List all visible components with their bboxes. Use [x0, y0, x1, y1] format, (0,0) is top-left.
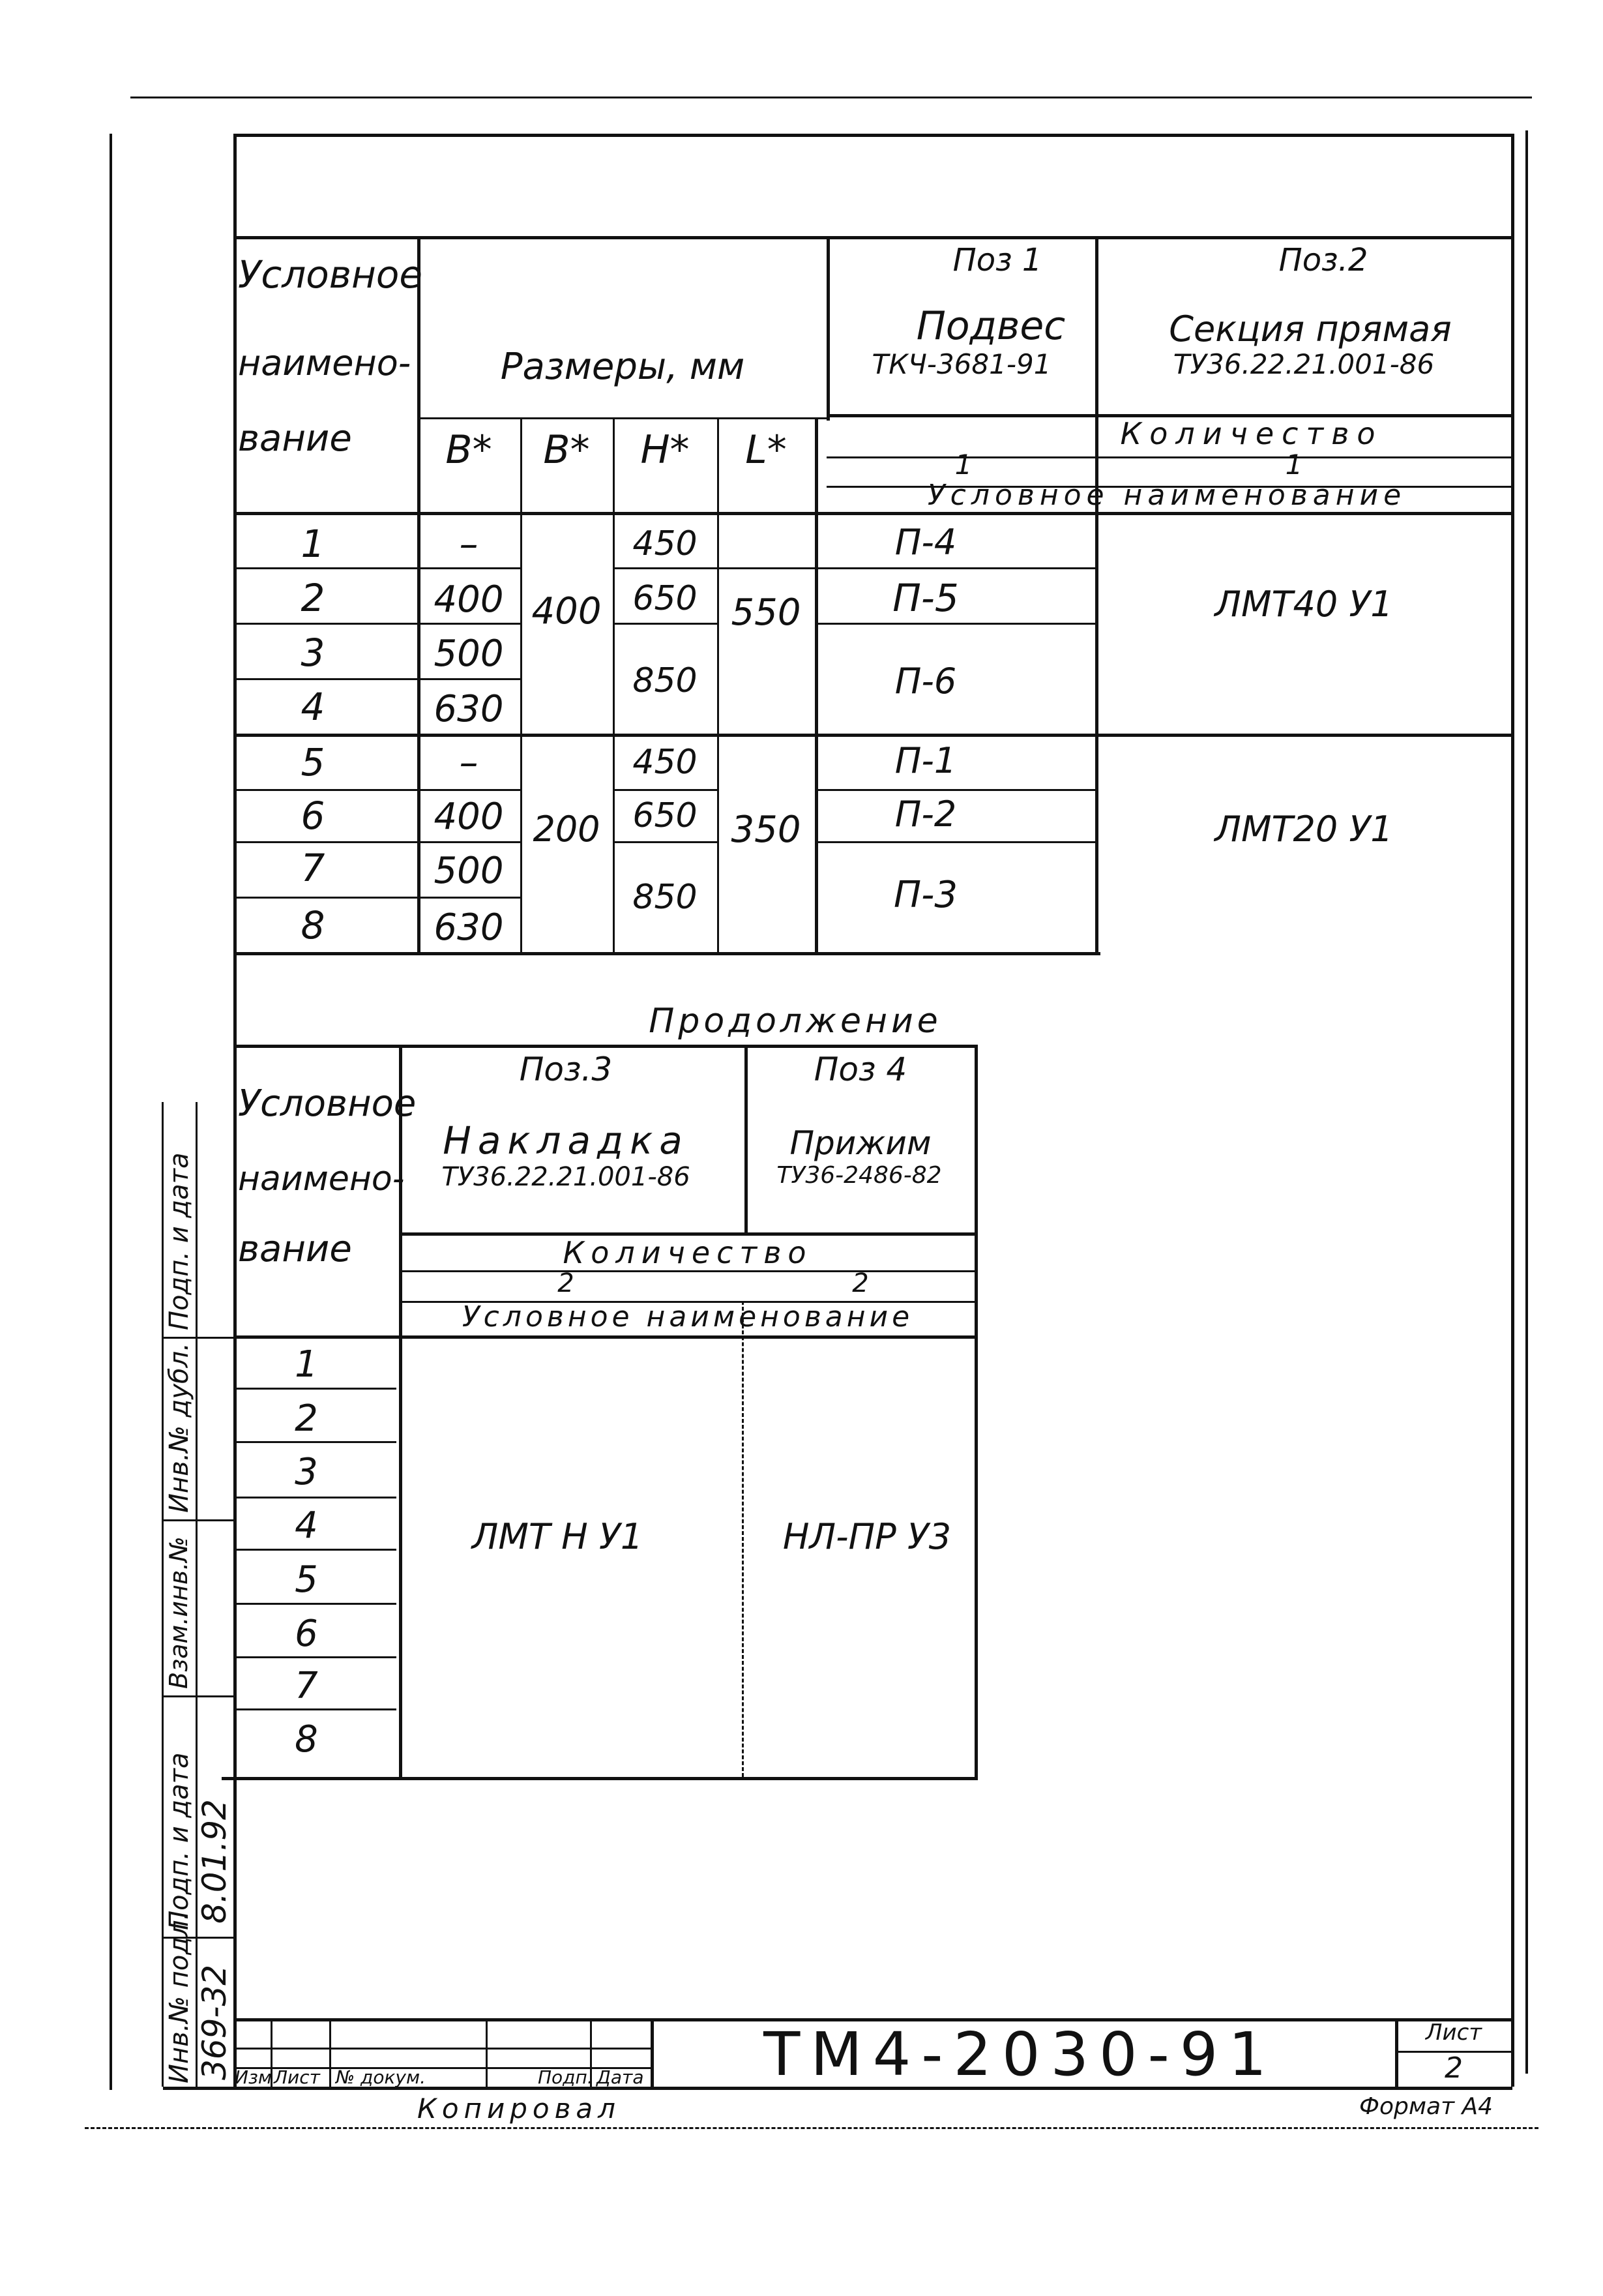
side-line [162, 1102, 164, 2087]
t1-line [613, 417, 615, 952]
t1-pos1-spec: ТКЧ-3681-91 [872, 348, 1052, 380]
t2-row-num: 8 [295, 1718, 318, 1761]
t1-b2-group1: 400 [531, 590, 602, 633]
t1-dims-header: Размеры, мм [500, 346, 745, 388]
t2-line [233, 1045, 977, 1048]
side-date: 8.01.92 [196, 1799, 233, 1924]
t1-h: 650 [632, 579, 698, 618]
t2-name-header-1: Условное [238, 1082, 417, 1125]
t1-row-num: 2 [301, 576, 325, 620]
t1-pos2-name-group2: ЛМТ20 У1 [1214, 809, 1393, 850]
t1-row-num: 1 [301, 522, 325, 566]
t1-line [417, 417, 827, 419]
t2-pos3: Поз.3 [519, 1051, 613, 1088]
t1-p: П-6 [894, 661, 957, 702]
t2-line [399, 1045, 402, 1777]
t1-row-num: 8 [301, 903, 325, 947]
side-vzam: Взам.инв.№ [164, 1536, 193, 1689]
side-inv-dubl: Инв.№ дубл. [164, 1343, 194, 1513]
side-line [196, 1102, 198, 2087]
t2-line [233, 1388, 396, 1390]
t2-pos4-cond-name: НЛ-ПР У3 [782, 1516, 952, 1557]
t1-h: 650 [632, 796, 698, 835]
t2-line [742, 1301, 744, 1777]
t2-pos4: Поз 4 [814, 1051, 907, 1088]
t1-line [827, 456, 1511, 458]
t2-line [222, 1777, 978, 1780]
t1-p: П-4 [894, 522, 957, 563]
side-line [163, 1519, 233, 1521]
t1-name-header-2: наимено- [238, 342, 411, 383]
t1-name-header-3: вание [238, 417, 352, 460]
t2-line [233, 1603, 396, 1605]
t1-row-num: 3 [301, 631, 325, 675]
t1-pos2: Поз.2 [1278, 242, 1368, 278]
t1-line [233, 567, 520, 569]
side-podp-data: Подп. и дата [164, 1152, 194, 1330]
t2-pos4-spec: ТУ36-2486-82 [776, 1162, 942, 1189]
right-frame-line [1525, 130, 1528, 2074]
t2-row-num: 3 [295, 1451, 318, 1493]
t2-line [401, 1270, 975, 1272]
t2-pos3-name: Накладка [443, 1118, 689, 1163]
t2-line [233, 1441, 396, 1443]
t1-h: 850 [632, 661, 698, 700]
t1-b1: 400 [434, 796, 504, 838]
t1-p: П-1 [894, 740, 957, 781]
t2-pos3-spec: ТУ36.22.21.001-86 [441, 1162, 690, 1192]
t2-row-num: 6 [295, 1613, 318, 1655]
stamp-line [651, 2018, 654, 2087]
t1-p: П-3 [894, 874, 958, 916]
t1-line [233, 236, 1511, 239]
t1-cond-name-header: Условное наименование [927, 479, 1407, 512]
t1-line [233, 623, 520, 625]
t1-line [233, 789, 520, 791]
t1-qty-pos2: 1 [1285, 449, 1303, 481]
t2-pos3-cond-name: ЛМТ Н У1 [471, 1516, 643, 1557]
stamp-line [486, 2018, 488, 2087]
side-line [163, 1337, 233, 1339]
t2-qty-pos3: 2 [557, 1268, 574, 1298]
t1-pos2-name-group1: ЛМТ40 У1 [1214, 584, 1393, 625]
t1-line [613, 623, 717, 625]
footer-copied: Копировал [417, 2093, 621, 2125]
t1-row-num: 5 [301, 740, 325, 784]
t1-b1: – [459, 740, 478, 784]
t1-b1: 400 [434, 578, 504, 621]
t2-line [233, 1708, 396, 1710]
stamp-line [1395, 2018, 1398, 2087]
t1-p: П-5 [892, 576, 959, 620]
stamp-col-data: Дата [596, 2066, 644, 2088]
t1-b1: 500 [434, 633, 504, 675]
t1-p: П-2 [894, 794, 957, 835]
t2-row-num: 5 [295, 1558, 318, 1601]
t1-line [613, 567, 1095, 569]
frame-right [1511, 134, 1514, 2087]
t2-name-header-3: вание [238, 1228, 352, 1270]
t1-pos2-spec: ТУ36.22.21.001-86 [1173, 348, 1435, 380]
t1-line [815, 841, 1095, 843]
t1-line [717, 417, 719, 952]
stamp-col-podp: Подп. [538, 2066, 593, 2088]
t1-line [233, 841, 520, 843]
t1-line [1095, 236, 1098, 952]
left-frame-line [233, 134, 237, 2087]
side-inv-podl: Инв.№ подл. [164, 1911, 194, 2083]
t2-line [233, 1497, 396, 1498]
stamp-document-code: ТМ4-2030-91 [763, 2020, 1277, 2089]
t1-pos1-name: Подвес [916, 303, 1066, 349]
t1-b1: 500 [434, 850, 504, 892]
stamp-line [329, 2018, 331, 2087]
t1-row-num: 6 [301, 794, 325, 838]
t1-b2-group2: 200 [533, 809, 600, 850]
t1-b1: 630 [434, 688, 504, 730]
t1-pos1: Поз 1 [952, 242, 1042, 278]
t1-line [233, 952, 1100, 955]
t1-b1: 630 [434, 906, 504, 949]
t1-h: 850 [632, 878, 698, 917]
t1-line [815, 623, 1095, 625]
t1-line [417, 236, 420, 952]
t1-l-group1: 550 [731, 591, 801, 634]
t2-line [233, 1549, 396, 1551]
t1-qty-header: Количество [1120, 416, 1383, 451]
left-binding-line [110, 134, 112, 2090]
t2-row-num: 7 [295, 1665, 318, 1707]
t1-line [613, 789, 717, 791]
t2-row-num: 2 [295, 1397, 318, 1440]
t1-qty-pos1: 1 [954, 449, 973, 481]
t1-line [827, 236, 830, 421]
t2-cond-name-header: Условное наименование [462, 1300, 914, 1334]
t1-line [520, 417, 522, 952]
continuation-label: Продолжение [649, 1002, 942, 1041]
t1-row-num: 4 [301, 685, 325, 729]
t2-line [975, 1045, 978, 1777]
t1-row-num: 7 [301, 846, 325, 890]
side-inv: 369-32 [196, 1964, 233, 2080]
t1-name-header-1: Условное [238, 252, 423, 297]
t1-h: 450 [632, 743, 698, 782]
t1-dim-l: L* [745, 427, 787, 473]
t2-pos4-name: Прижим [789, 1124, 932, 1162]
t2-qty-header: Количество [563, 1235, 813, 1270]
t1-line [613, 841, 717, 843]
t1-l-group2: 350 [731, 809, 801, 851]
t2-line [233, 1656, 396, 1658]
t1-line [815, 417, 818, 952]
t1-line [233, 678, 520, 680]
stamp-line [233, 2048, 651, 2050]
frame-top [233, 134, 1511, 137]
footer-format: Формат А4 [1359, 2093, 1493, 2120]
t1-dim-h: H* [640, 427, 690, 473]
t1-pos2-name: Секция прямая [1169, 308, 1452, 350]
stamp-col-list: Лист [274, 2066, 320, 2088]
stamp-col-izm: Изм [235, 2066, 272, 2088]
t1-b1: – [459, 522, 478, 566]
stamp-sheet-label: Лист [1425, 2020, 1482, 2046]
t1-dim-b1: B* [445, 427, 492, 473]
t1-line [233, 897, 520, 899]
t1-line [233, 512, 1511, 515]
t2-line [233, 1335, 977, 1339]
t2-name-header-2: наимено- [238, 1159, 405, 1199]
bottom-edge-line [85, 2127, 1538, 2129]
t1-h: 450 [632, 524, 698, 563]
stamp-sheet-number: 2 [1445, 2051, 1463, 2085]
top-edge-line [130, 97, 1532, 98]
t1-dim-b2: B* [543, 427, 590, 473]
t2-line [744, 1045, 748, 1236]
side-line [163, 1695, 233, 1697]
t2-row-num: 1 [295, 1343, 318, 1386]
stamp-col-dokum: № докум. [336, 2066, 426, 2088]
t1-line [815, 789, 1095, 791]
side-podp-data-2: Подп. и дата [164, 1752, 194, 1930]
t2-row-num: 4 [295, 1504, 318, 1547]
t1-line [233, 734, 1511, 737]
t2-qty-pos4: 2 [852, 1268, 869, 1298]
